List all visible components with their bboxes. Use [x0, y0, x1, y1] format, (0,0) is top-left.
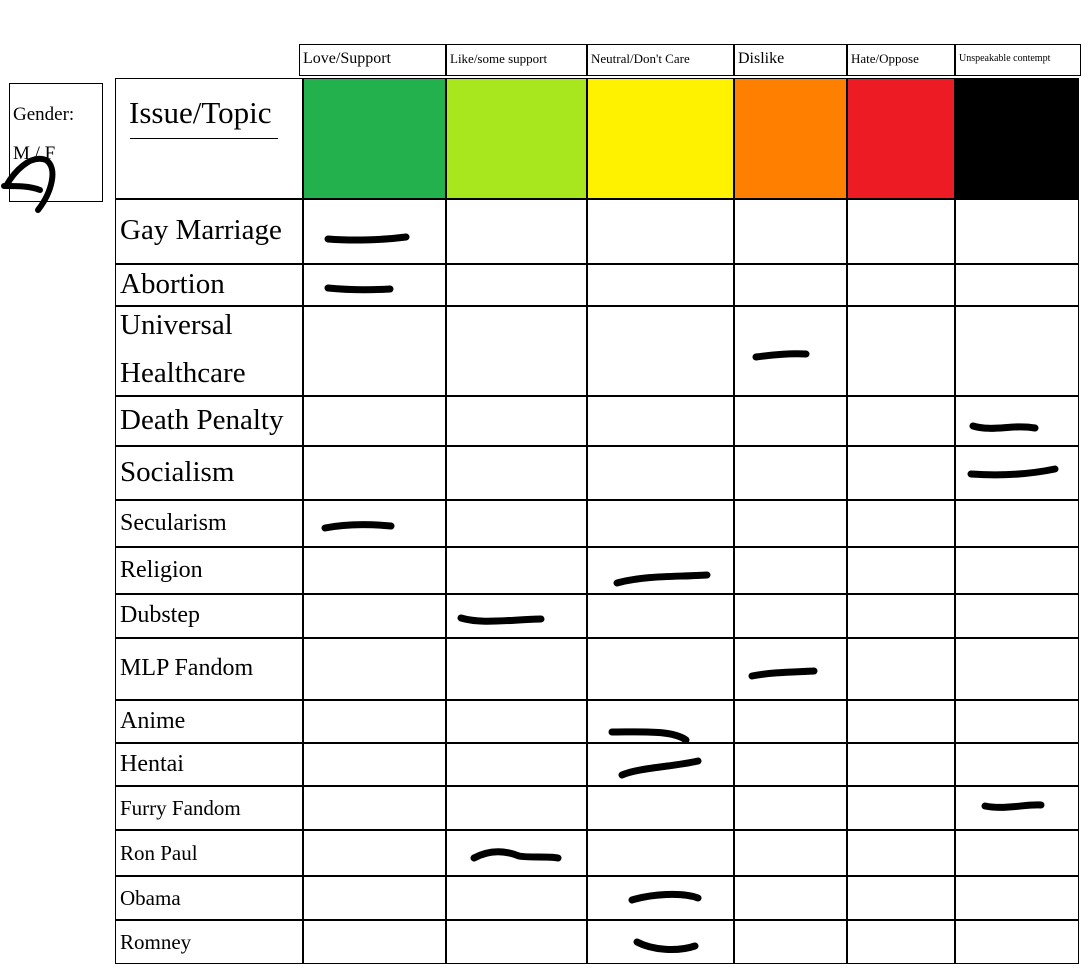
gender-label: Gender:	[13, 104, 75, 125]
hand-drawn-check-mark	[637, 942, 695, 949]
hand-drawn-check-mark	[632, 894, 698, 900]
row-label-text: Gay Marriage	[120, 214, 282, 246]
row-label-text: Abortion	[120, 268, 225, 300]
row-label-text: Obama	[120, 886, 181, 910]
row-label-text: MLP Fandom	[120, 655, 254, 681]
hand-drawn-check-mark	[325, 525, 391, 528]
column-header-dislike: Dislike	[734, 44, 847, 76]
hand-drawn-check-mark	[461, 618, 541, 621]
hand-drawn-check-mark	[973, 426, 1035, 428]
gender-circle-scribble	[4, 159, 52, 210]
row-label-text: Socialism	[120, 456, 235, 488]
row-label-text: Anime	[120, 708, 186, 734]
row-label-text: Secularism	[120, 510, 227, 536]
hand-drawn-check-mark	[474, 852, 558, 858]
column-header-hate: Hate/Oppose	[847, 44, 955, 76]
row-label-text-line2: Healthcare	[120, 357, 246, 389]
hand-drawn-check-mark	[328, 288, 390, 290]
hand-drawn-check-mark	[328, 237, 406, 240]
hand-drawn-check-mark	[971, 469, 1055, 475]
column-header-like: Like/some support	[446, 44, 587, 76]
row-label-text: Death Penalty	[120, 404, 284, 436]
hand-drawn-check-mark	[617, 575, 707, 583]
column-header-contempt: Unspeakable contempt	[955, 44, 1081, 76]
row-label-text: Dubstep	[120, 602, 200, 628]
hand-drawn-check-mark	[752, 671, 814, 676]
row-label-text: Romney	[120, 930, 192, 954]
hand-drawn-check-mark	[756, 354, 806, 357]
hand-drawn-check-mark	[985, 805, 1041, 808]
row-label-text: Hentai	[120, 751, 184, 777]
column-header-neutral: Neutral/Don't Care	[587, 44, 734, 76]
row-label-text: Ron Paul	[120, 841, 198, 865]
issue-topic-label: Issue/Topic	[129, 95, 272, 130]
row-label-text: Universal	[120, 309, 233, 341]
row-label-text: Furry Fandom	[120, 796, 241, 820]
column-header-love: Love/Support	[299, 44, 446, 76]
hand-drawn-check-mark	[622, 761, 698, 775]
row-label-text: Religion	[120, 557, 203, 583]
gender-options: M / F	[13, 143, 56, 164]
hand-drawn-check-mark	[612, 732, 686, 740]
